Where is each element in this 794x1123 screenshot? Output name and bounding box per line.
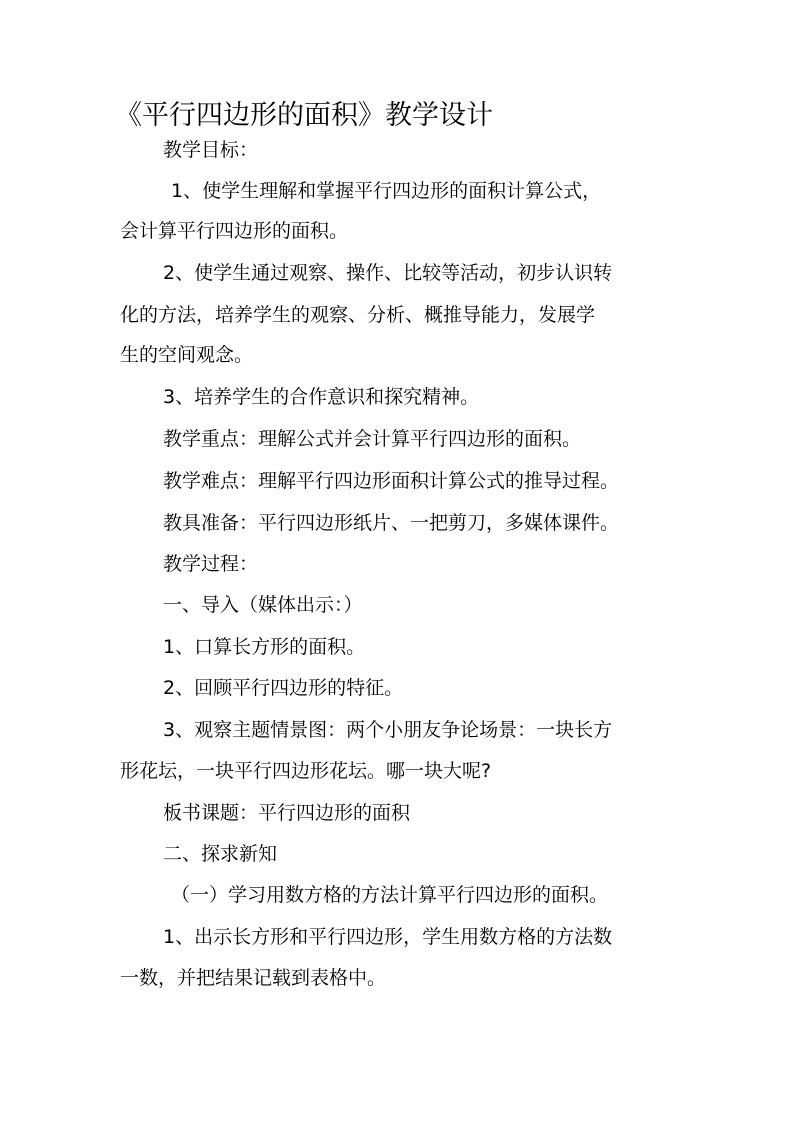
process-heading: 教学过程： <box>163 553 259 575</box>
key-point: 教学重点：理解公式并会计算平行四边形的面积。 <box>163 428 582 450</box>
board-title: 板书课题：平行四边形的面积 <box>163 802 411 824</box>
objectives-heading: 教学目标： <box>163 139 259 161</box>
difficult-point: 教学难点：理解平行四边形面积计算公式的推导过程。 <box>163 470 620 492</box>
step-3-line-1: 3、观察主题情景图：两个小朋友争论场景：一块长方 <box>163 719 613 741</box>
step-3-line-2: 形花坛，一块平行四边形花坛。哪一块大呢? <box>120 760 492 782</box>
objective-2-line-2: 化的方法，培养学生的观察、分析、概推导能力，发展学 <box>120 304 596 326</box>
sub-step-1-line-1: 1、出示长方形和平行四边形，学生用数方格的方法数 <box>163 926 613 948</box>
step-2: 2、回顾平行四边形的特征。 <box>163 677 404 699</box>
section-1-heading: 一、导入（媒体出示：） <box>163 594 363 616</box>
objective-2-line-1: 2、使学生通过观察、操作、比较等活动，初步认识转 <box>163 262 613 284</box>
section-2-heading: 二、探求新知 <box>163 843 278 865</box>
teaching-aids: 教具准备：平行四边形纸片、一把剪刀，多媒体课件。 <box>163 512 620 534</box>
objective-1-line-1: 1、使学生理解和掌握平行四边形的面积计算公式， <box>171 180 602 202</box>
document-title: 《平行四边形的面积》教学设计 <box>115 100 493 131</box>
subsection-1-heading: （一）学习用数方格的方法计算平行四边形的面积。 <box>171 884 609 906</box>
step-1: 1、口算长方形的面积。 <box>163 636 366 658</box>
sub-step-1-line-2: 一数，并把结果记载到表格中。 <box>120 967 387 989</box>
objective-3: 3、培养学生的合作意识和探究精神。 <box>163 386 480 408</box>
objective-2-line-3: 生的空间观念。 <box>120 344 254 366</box>
objective-1-line-2: 会计算平行四边形的面积。 <box>120 220 349 242</box>
